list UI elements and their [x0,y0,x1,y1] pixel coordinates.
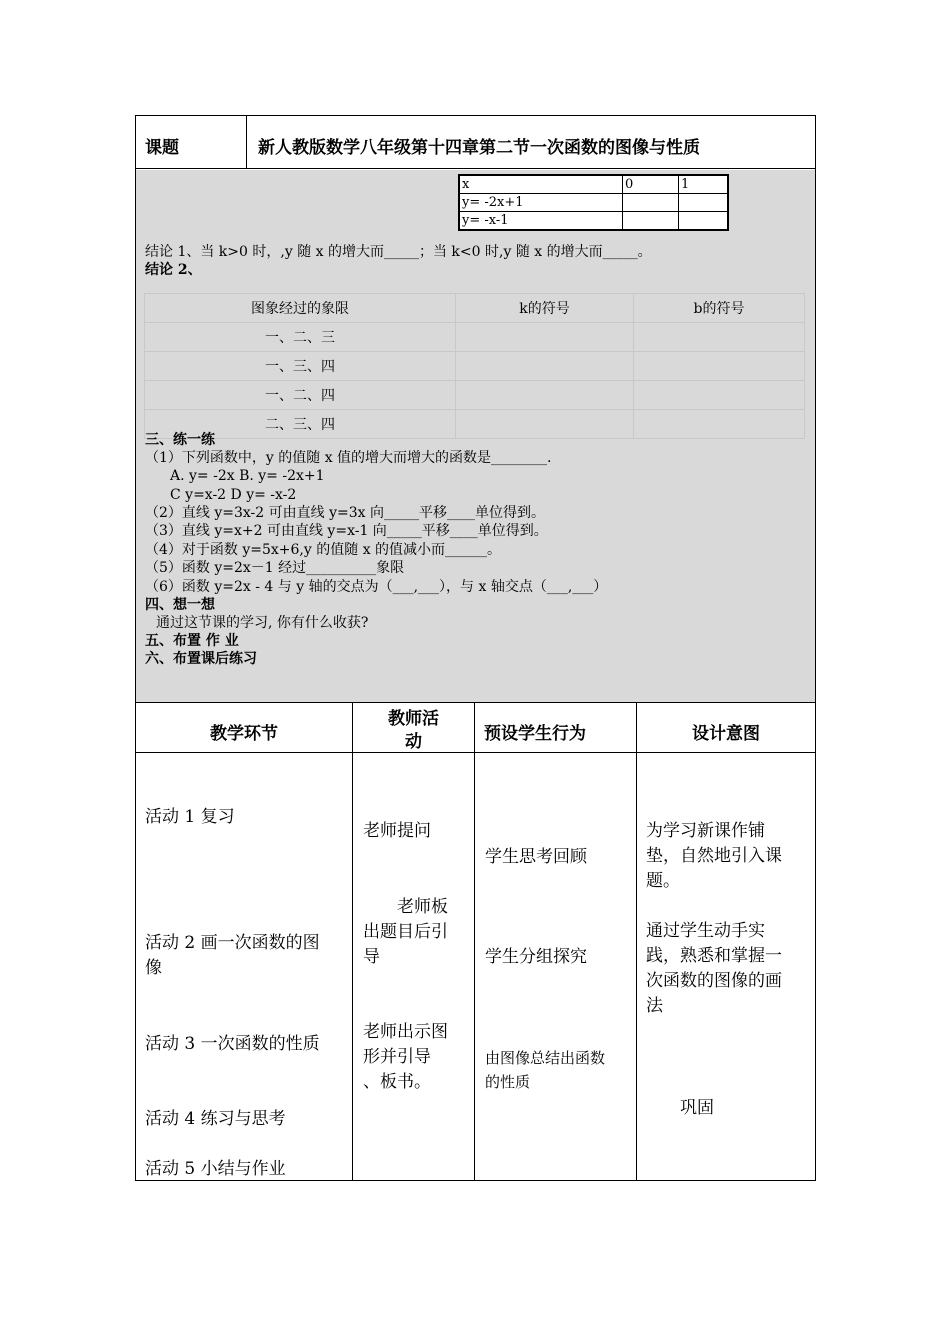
design-intent-2-line3: 次函数的图像的画 [646,971,782,991]
student-behavior-1: 学生思考回顾 [485,847,587,867]
practice-q1-options-1: A. y= -2x B. y= -2x+1 [170,468,325,484]
practice-q5: （5）函数 y=2x－1 经过__________象限 [145,560,405,576]
lesson-label: 课题 [145,138,179,158]
table-row [459,194,728,212]
table-cell [456,352,634,381]
bottom-col-divider-3 [636,702,637,1181]
bottom-col-divider-1 [352,702,353,1181]
teacher-activity-2-line2: 出题目后引 [363,922,448,942]
table-cell [679,194,729,212]
bottom-table-top [135,702,816,703]
lesson-title: 新人教版数学八年级第十四章第二节一次函数的图像与性质 [258,138,700,158]
table-header: 图象经过的象限 [145,294,456,323]
table-cell [456,381,634,410]
design-intent-3: 巩固 [680,1098,714,1118]
think-heading: 四、想一想 [145,597,215,613]
bottom-table-header-divider [135,752,816,753]
table-cell: 一、二、三 [145,323,456,352]
student-behavior-2: 学生分组探究 [485,947,587,967]
practice-q2: （2）直线 y=3x-2 可由直线 y=3x 向_____平移____单位得到。 [145,505,545,521]
table-cell [634,410,805,439]
header-col-divider [246,115,247,169]
col-header-teacher-line1: 教师活 [388,709,439,729]
activity-4: 活动 4 练习与思考 [145,1109,286,1129]
design-intent-1-line2: 垫，自然地引入课 [646,846,782,866]
table-cell: 一、二、四 [145,381,456,410]
design-intent-1-line1: 为学习新课作铺 [646,821,765,841]
homework-heading: 五、布置 作 业 [145,633,239,649]
table-cell: 0 [623,175,679,194]
table-header: k的符号 [456,294,634,323]
teacher-activity-2 [363,895,448,970]
teacher-activity-3-line3: 、板书。 [363,1072,431,1092]
think-text: 通过这节课的学习, 你有什么收获? [156,615,369,631]
activity-1: 活动 1 复习 [145,807,235,827]
table-header: b的符号 [634,294,805,323]
teacher-activity-3-line1: 老师出示图 [363,1022,448,1042]
design-intent-1-line3: 题。 [646,871,680,891]
table-cell [679,212,729,231]
activity-5: 活动 5 小结与作业 [145,1159,286,1179]
design-intent-2 [646,919,782,1019]
table-row [145,381,805,410]
frame-top [135,115,816,116]
practice-q1-options-2: C y=x-2 D y= -x-2 [170,487,297,503]
quadrant-table [144,293,805,439]
col-header-student: 预设学生行为 [484,724,586,744]
table-row [145,410,805,439]
value-table [458,174,729,231]
bottom-col-divider-2 [474,702,475,1181]
student-behavior-3-line2: 的性质 [485,1073,531,1091]
table-cell [623,212,679,231]
col-header-intent: 设计意图 [692,724,760,744]
frame-right [815,115,816,1181]
practice-q3: （3）直线 y=x+2 可由直线 y=x-1 向_____平移____单位得到。 [145,523,548,539]
table-row [459,175,728,194]
table-cell: y= -2x+1 [459,194,623,212]
design-intent-2-line1: 通过学生动手实 [646,921,765,941]
table-cell: x [459,175,623,194]
conclusion-2: 结论 2、 [145,262,202,278]
table-cell [456,323,634,352]
after-class-heading: 六、布置课后练习 [145,651,257,667]
practice-q1: （1）下列函数中，y 的值随 x 值的增大而增大的函数是________. [145,450,552,466]
design-intent-2-line4: 法 [646,996,663,1016]
header-divider [135,168,816,169]
student-behavior-3 [485,1046,605,1094]
table-cell [634,323,805,352]
activity-2 [145,931,320,981]
activity-2-line1: 活动 2 画一次函数的图 [145,933,320,953]
design-intent-2-line2: 践，熟悉和掌握一 [646,946,782,966]
teacher-activity-3 [363,1020,448,1095]
table-row [145,323,805,352]
table-cell [456,410,634,439]
teacher-activity-2-line1: 老师板 [397,897,448,917]
table-row [145,352,805,381]
activity-3: 活动 3 一次函数的性质 [145,1034,320,1054]
table-cell: y= -x-1 [459,212,623,231]
table-cell: 二、三、四 [145,410,456,439]
table-cell [634,381,805,410]
table-cell: 1 [679,175,729,194]
col-header-stage: 教学环节 [210,724,278,744]
teacher-activity-3-line2: 形并引导 [363,1047,431,1067]
table-cell: 一、三、四 [145,352,456,381]
table-header-row [145,294,805,323]
table-cell [634,352,805,381]
design-intent-1 [646,819,782,894]
col-header-teacher-line2: 动 [405,732,422,752]
col-header-teacher [353,708,474,754]
practice-heading: 三、练一练 [145,432,215,448]
table-cell [623,194,679,212]
activity-2-line2: 像 [145,958,162,978]
student-behavior-3-line1: 由图像总结出函数 [485,1049,606,1067]
teacher-activity-2-line3: 导 [363,947,380,967]
teacher-activity-1: 老师提问 [363,821,431,841]
conclusion-1: 结论 1、当 k>0 时，,y 随 x 的增大而_____；当 k<0 时,y 随 x 的增大而_____。 [145,244,652,260]
table-row [459,212,728,231]
practice-q6: （6）函数 y=2x - 4 与 y 轴的交点为（___,___），与 x 轴交点（___,___） [145,579,608,595]
practice-q4: （4）对于函数 y=5x+6,y 的值随 x 的值减小而______。 [145,542,502,558]
